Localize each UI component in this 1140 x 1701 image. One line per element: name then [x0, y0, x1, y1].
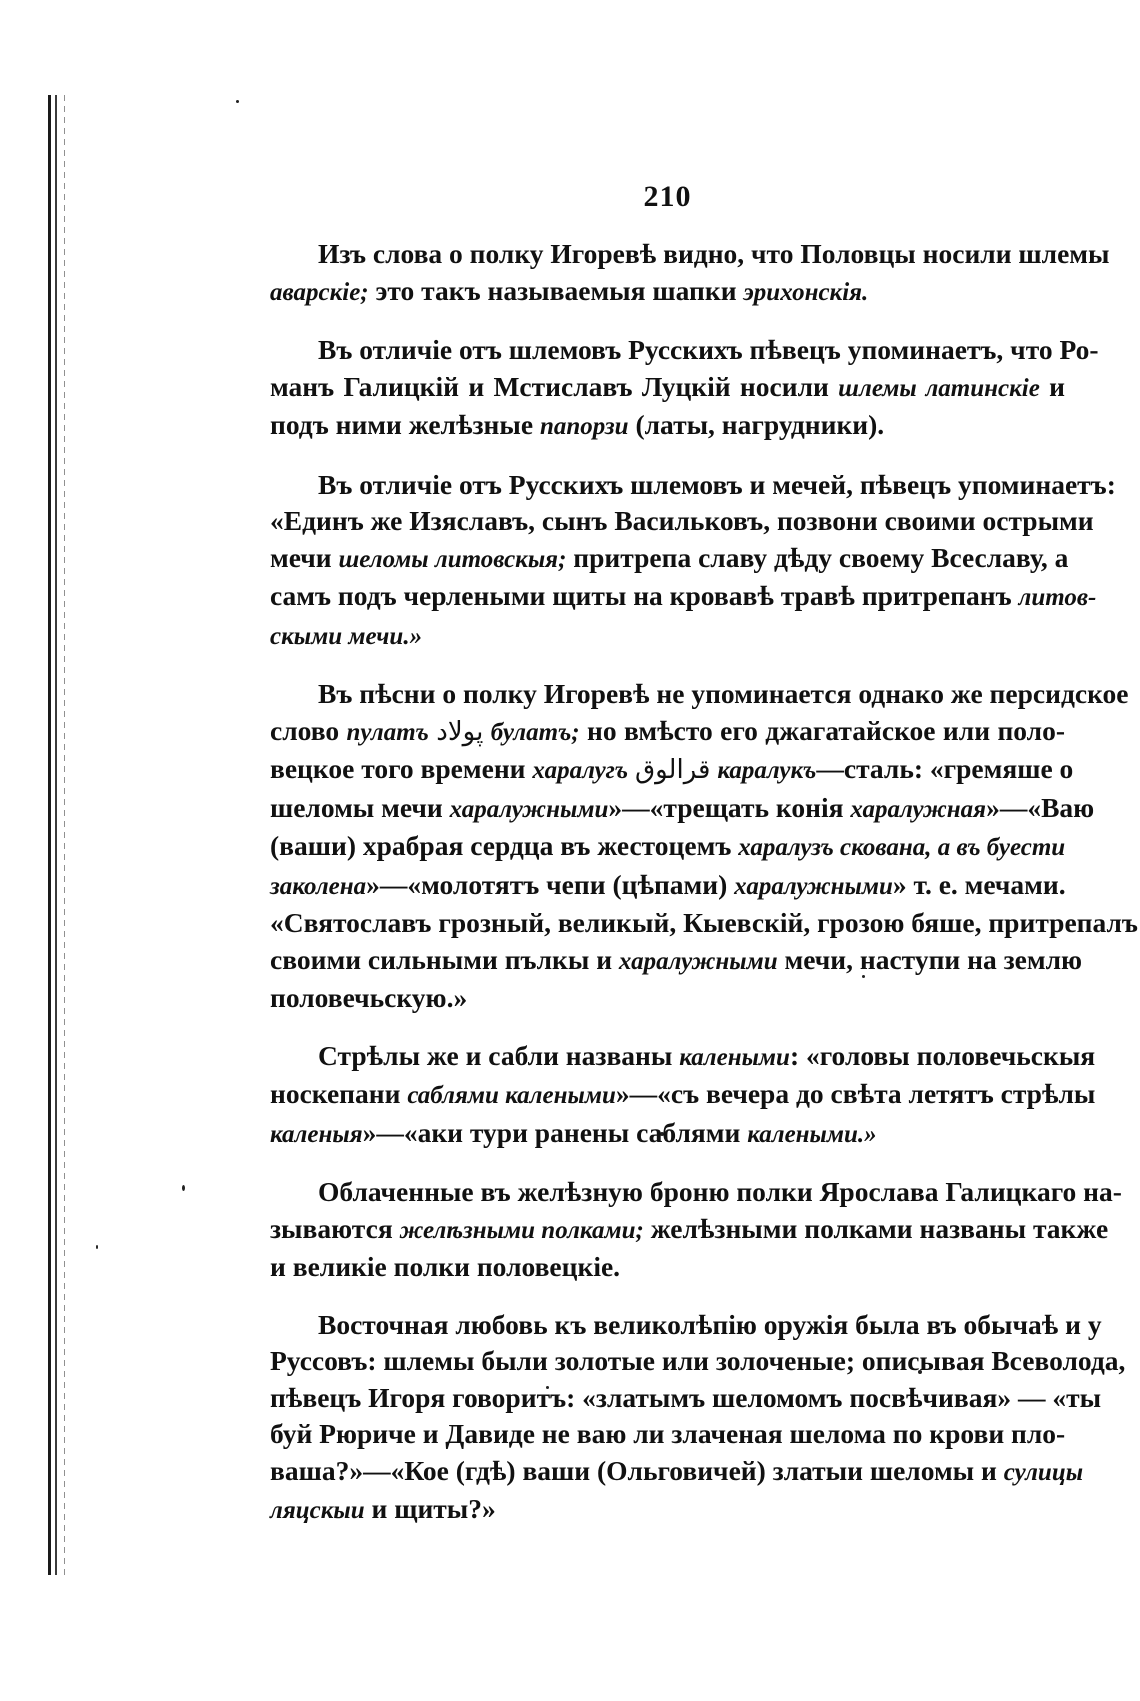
- text-line: [270, 1076, 1096, 1115]
- text-run: (латы, нагрудники).: [628, 409, 885, 440]
- text-run: »—«Ваю: [986, 791, 1095, 823]
- text-line: [270, 905, 1138, 942]
- binding-rule: [48, 95, 51, 1575]
- text-run: но вмѣсто его джагатайское или поло-: [579, 714, 1066, 746]
- italic-text: желѣзными полками;: [399, 1216, 644, 1244]
- text-run: »—«молотятъ чепи (цѣпами): [366, 868, 735, 900]
- text-run: слово: [270, 714, 347, 746]
- binding-rule: [55, 95, 57, 1575]
- text-run: мечи: [270, 541, 339, 573]
- text-run: Въ отличіе отъ Русскихъ шлемовъ и мечей, пѣвецъ упоминаетъ:: [318, 468, 1116, 500]
- text-line: [270, 1038, 1096, 1077]
- text-run: вецкое того времени: [270, 753, 533, 784]
- text-run: Изъ слова о полку Игоревѣ видно, что Половцы носили шлемы: [318, 238, 1110, 269]
- text-run: [628, 753, 635, 784]
- text-line: [270, 578, 1097, 617]
- text-line: [270, 407, 1065, 446]
- text-line: [270, 828, 1065, 867]
- text-run: притрепа славу дѣду своему Всеславу, а: [566, 541, 1069, 573]
- text-line: [270, 790, 1095, 829]
- italic-text: калеными.»: [747, 1120, 877, 1148]
- italic-text: харалужными: [449, 795, 609, 823]
- text-run: шеломы мечи: [270, 791, 450, 823]
- text-line: [270, 369, 1065, 408]
- text-run: и великіе полки половецкіе.: [270, 1251, 621, 1282]
- text-line: [270, 503, 1094, 540]
- arabic-word: پولاد: [436, 716, 484, 747]
- text-line: [270, 1380, 1102, 1417]
- italic-text: аварскіе;: [270, 278, 369, 306]
- text-run: своими сильными пълкы и: [270, 943, 619, 975]
- text-run: Въ отличіе отъ шлемовъ Русскихъ пѣвецъ упоминаетъ, что Ро-: [318, 334, 1099, 365]
- italic-text: харалугъ: [532, 757, 629, 784]
- paragraph: [270, 1038, 1096, 1154]
- text-run: »—«трещать конія: [608, 791, 851, 823]
- text-run: Облаченные въ желѣзную броню полки Ярослава Галицкаго на-: [318, 1176, 1122, 1207]
- text-line: [270, 1343, 1126, 1380]
- text-line: [270, 273, 1065, 312]
- italic-text: сулицы: [1003, 1458, 1084, 1486]
- text-body: [270, 236, 1138, 1530]
- text-run: »—«съ вечера до свѣта летятъ стрѣлы: [615, 1078, 1096, 1109]
- text-run: зываются: [270, 1212, 400, 1244]
- text-line: [270, 1211, 1109, 1250]
- text-run: —сталь: «гремяше о: [816, 753, 1074, 784]
- italic-text: пулатъ: [346, 718, 429, 746]
- text-run: » т. е. мечами.: [892, 868, 1066, 900]
- text-line: [270, 540, 1069, 579]
- italic-text: папорзи: [539, 413, 629, 440]
- paragraph: [270, 1307, 1126, 1530]
- text-run: буй Рюриче и Давиде не ваю ли злаченая шелома по крови пло-: [270, 1418, 1066, 1449]
- text-run: Восточная любовь къ великолѣпію оружія была въ обычаѣ и у: [318, 1308, 1102, 1340]
- text-line: [270, 1491, 1065, 1530]
- paragraph: [270, 467, 1116, 656]
- arabic-word: قرالوق: [634, 755, 711, 785]
- text-line: [270, 1249, 1065, 1286]
- text-line: [270, 1174, 1122, 1211]
- italic-text: литов-: [1018, 584, 1097, 611]
- italic-text: харалузъ скована, а въ буести: [738, 834, 1066, 861]
- italic-text: шеломы литовскыя;: [338, 545, 567, 573]
- scan-speck: [236, 100, 239, 103]
- italic-text: ляцскыи: [270, 1497, 365, 1524]
- binding-rule: [64, 95, 65, 1575]
- text-run: подъ ними желѣзные: [270, 409, 540, 440]
- text-run: Руссовъ: шлемы были золотые или золоченые; описывая Всеволода,: [270, 1345, 1126, 1376]
- text-line: [270, 980, 1065, 1017]
- italic-text: каленыя: [270, 1120, 363, 1148]
- text-line: [270, 751, 1074, 790]
- text-line: [270, 332, 1099, 369]
- italic-text: калеными: [679, 1043, 790, 1071]
- text-line: [270, 617, 1065, 656]
- page-number: 210: [643, 180, 692, 213]
- text-run: Въ пѣсни о полку Игоревѣ не упоминается однако же персидское: [318, 678, 1129, 709]
- text-run: желѣзными полками названы также: [643, 1212, 1109, 1244]
- text-line: [270, 1453, 1084, 1492]
- text-line: [270, 467, 1116, 504]
- italic-text: каралукъ: [717, 757, 817, 784]
- text-run: пѣвецъ Игоря говоритъ: «златымъ шеломомъ посвѣчивая» — «ты: [270, 1381, 1102, 1413]
- italic-text: шлемы латинскіе: [838, 374, 1040, 402]
- text-run: »—«аки тури ранены саблями: [362, 1116, 748, 1148]
- italic-text: саблями калеными: [407, 1082, 616, 1109]
- text-run: и: [1039, 370, 1065, 402]
- italic-text: булатъ;: [490, 718, 580, 746]
- paragraph: [270, 676, 1138, 1017]
- italic-text: харалужными: [734, 872, 893, 900]
- binding-edge-artifact: [40, 95, 74, 1575]
- text-run: [483, 715, 490, 746]
- italic-text: харалужная: [850, 795, 987, 823]
- text-run: (ваши) храбрая сердца въ жестоцемъ: [270, 830, 739, 861]
- text-run: и щиты?»: [364, 1493, 496, 1524]
- text-run: «Единъ же Изяславъ, сынъ Васильковъ, позвони своими острыми: [270, 505, 1094, 536]
- text-run: манъ Галицкій и Мстиславъ Луцкій носили: [270, 370, 839, 402]
- text-run: самъ подъ черлеными щиты на кровавѣ травѣ притрепанъ: [270, 580, 1019, 611]
- italic-text: эрихонскія.: [743, 278, 869, 306]
- paragraph: [270, 332, 1099, 446]
- page-body: [270, 180, 1138, 1551]
- scan-speck: [96, 1245, 98, 1249]
- text-line: [270, 236, 1110, 273]
- text-run: это такъ называемыя шапки: [368, 274, 744, 306]
- italic-text: скыми мечи.»: [270, 622, 423, 650]
- text-run: половечьскую.»: [270, 982, 468, 1013]
- text-run: Стрѣлы же и сабли названы: [318, 1039, 680, 1071]
- text-run: носкепани: [270, 1078, 408, 1109]
- text-line: [270, 1115, 1065, 1154]
- paragraph: [270, 1174, 1122, 1286]
- italic-text: заколена: [270, 872, 367, 900]
- text-run: ваша?»—«Кое (гдѣ) ваши (Ольговичей) златыи шеломы и: [270, 1454, 1004, 1486]
- italic-text: харалужными: [618, 947, 778, 975]
- text-line: [270, 713, 1065, 752]
- text-run: : «головы половечьскыя: [789, 1039, 1096, 1071]
- text-line: [270, 942, 1083, 981]
- text-line: [270, 1416, 1065, 1453]
- text-line: [270, 676, 1129, 713]
- text-run: «Святославъ грозный, великый, Кыевскій, грозою бяше, притрепалъ: [270, 907, 1138, 938]
- text-line: [270, 1307, 1102, 1344]
- scan-speck: [182, 1185, 185, 1191]
- text-run: мечи, наступи на землю: [777, 943, 1083, 975]
- paragraph: [270, 236, 1110, 311]
- text-line: [270, 867, 1065, 906]
